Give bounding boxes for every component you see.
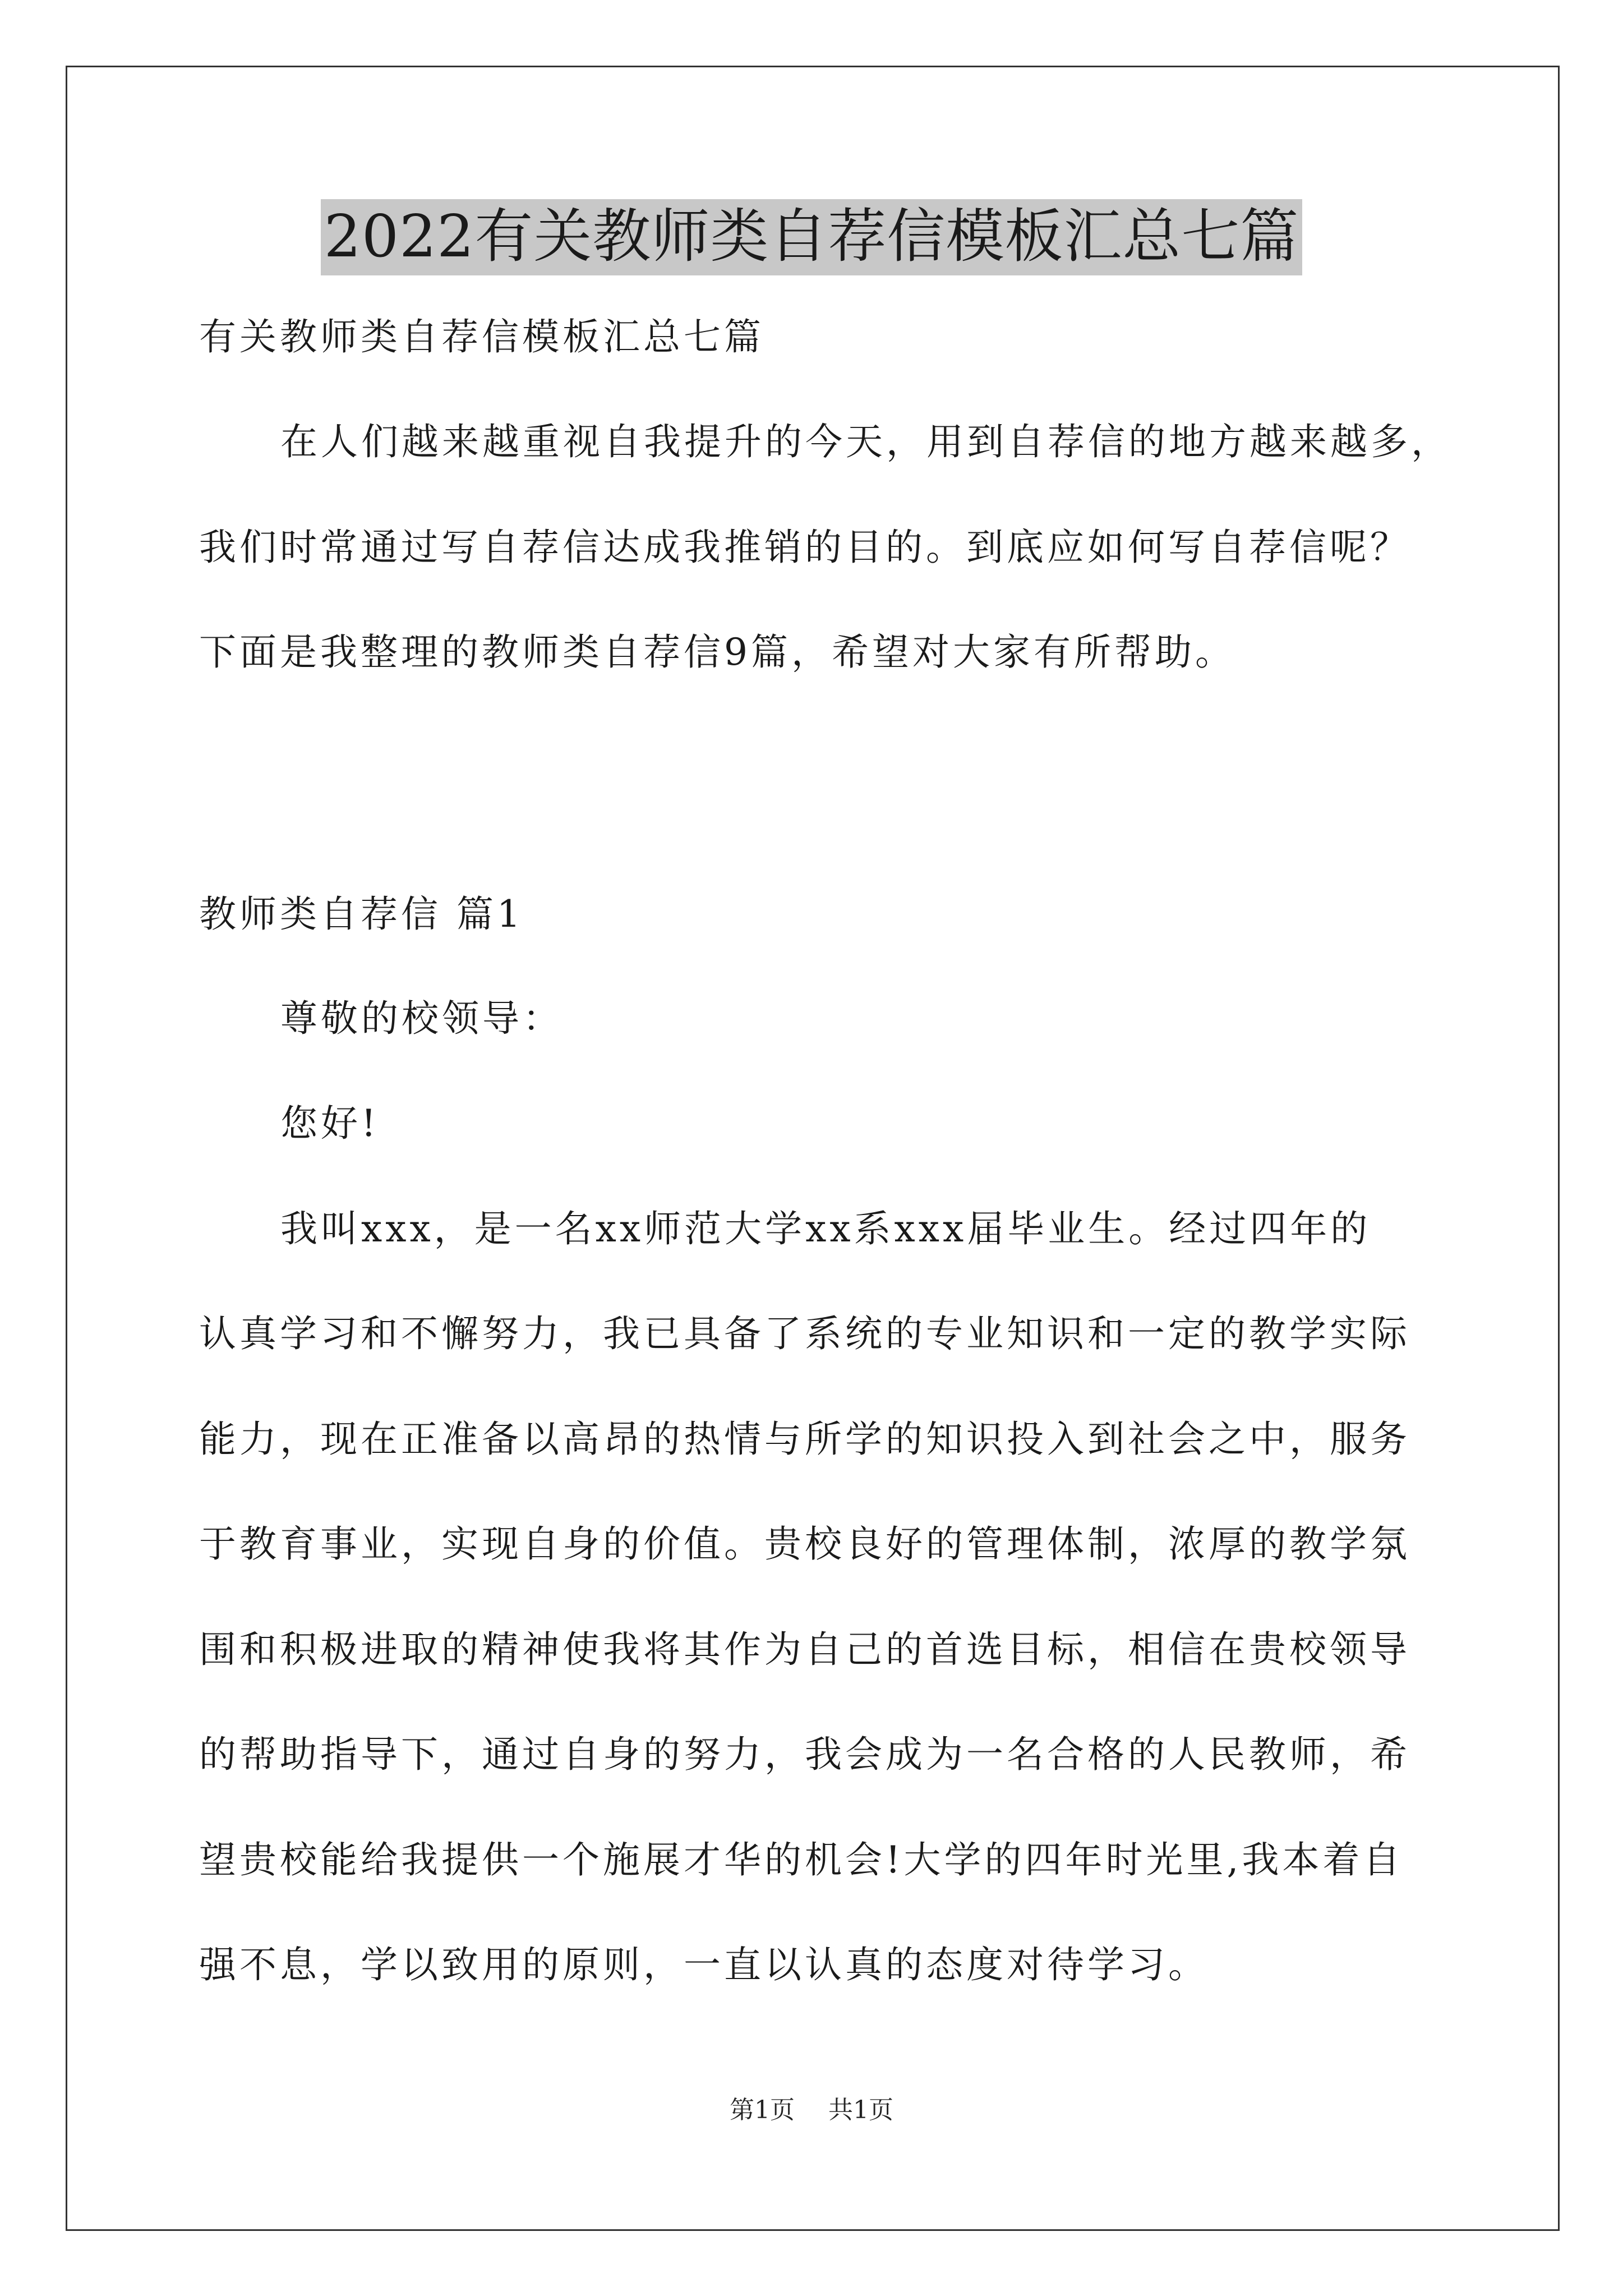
body-line: 能力，现在正准备以高昂的热情与所学的知识投入到社会之中，服务 (199, 1418, 1410, 1461)
body-line: 望贵校能给我提供一个施展才华的机会!大学的四年时光里,我本着自 (199, 1838, 1404, 1881)
body-line: 强不息，学以致用的原则，一直以认真的态度对待学习。 (199, 1943, 1209, 1986)
body-line: 下面是我整理的教师类自荐信9篇，希望对大家有所帮助。 (199, 631, 1235, 674)
subtitle-line: 有关教师类自荐信模板汇总七篇 (199, 315, 764, 358)
salutation-line: 尊敬的校领导： (280, 997, 563, 1040)
page-footer (0, 2098, 1623, 2123)
document-title-text: 2022有关教师类自荐信模板汇总七篇 (321, 199, 1303, 275)
body-line: 围和积极进取的精神使我将其作为自己的首选目标，相信在贵校领导 (199, 1628, 1410, 1671)
body-line: 的帮助指导下，通过自身的努力，我会成为一名合格的人民教师，希 (199, 1733, 1410, 1776)
document-title (0, 199, 1623, 275)
page-number: 第1页 (730, 2096, 795, 2124)
section-heading: 教师类自荐信 篇1 (199, 892, 524, 936)
body-line: 在人们越来越重视自我提升的今天，用到自荐信的地方越来越多， (280, 420, 1451, 463)
body-line: 于教育事业，实现自身的价值。贵校良好的管理体制，浓厚的教学氛 (199, 1522, 1410, 1566)
greeting-line: 您好! (280, 1102, 380, 1145)
body-line: 认真学习和不懈努力，我已具备了系统的专业知识和一定的教学实际 (199, 1312, 1410, 1355)
body-line: 我叫xxx，是一名xx师范大学xx系xxx届毕业生。经过四年的 (280, 1207, 1371, 1250)
page-frame (66, 66, 1560, 2231)
page-total: 共1页 (828, 2096, 893, 2124)
body-line: 我们时常通过写自荐信达成我推销的目的。到底应如何写自荐信呢？ (199, 526, 1410, 569)
